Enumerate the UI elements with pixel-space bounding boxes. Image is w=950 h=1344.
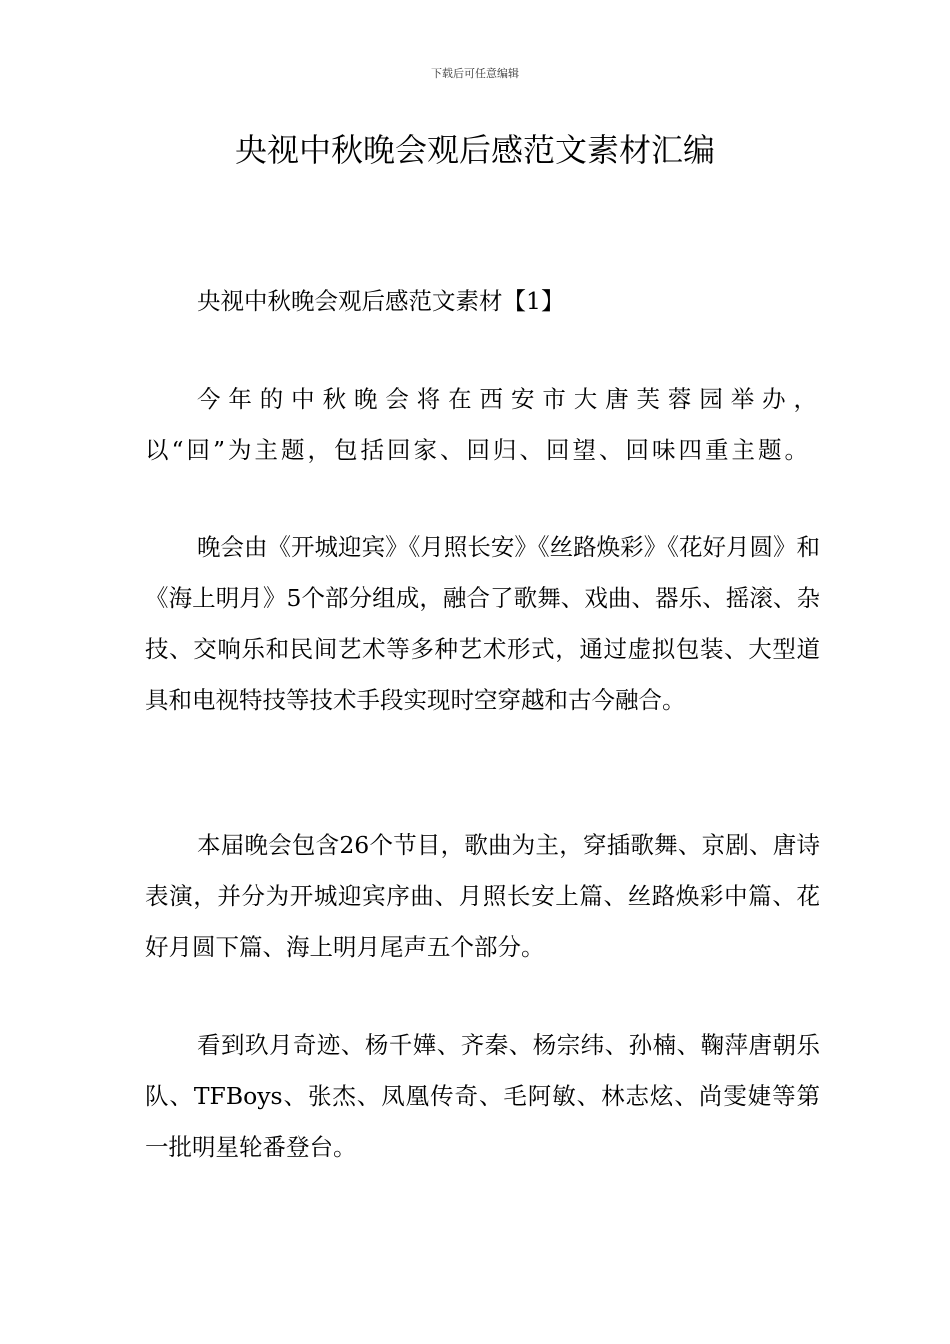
paragraph-program-count: 本届晚会包含26个节目，歌曲为主，穿插歌舞、京剧、唐诗表演，并分为开城迎宾序曲、月照长安上篇、丝路焕彩中篇、花好月圆下篇、海上明月尾声五个部分。	[145, 831, 820, 961]
paragraph-performers: 看到玖月奇迹、杨千嬅、齐秦、杨宗纬、孙楠、鞠萍唐朝乐队、TFBoys、张杰、凤凰传奇、毛阿敏、林志炫、尚雯婕等第一批明星轮番登台。	[145, 1031, 820, 1161]
header-note: 下载后可任意编辑	[431, 67, 519, 80]
document-title: 央视中秋晚会观后感范文素材汇编	[234, 131, 715, 169]
paragraph-program-parts: 晚会由《开城迎宾》《月照长安》《丝路焕彩》《花好月圆》和《海上明月》5个部分组成，融合了歌舞、戏曲、器乐、摇滚、杂技、交响乐和民间艺术等多种艺术形式，通过虚拟包装、大型道具和电视特技等技术手段实现时空穿越和古今融合。	[145, 533, 820, 714]
section-heading: 央视中秋晚会观后感范文素材【1】	[197, 287, 565, 315]
paragraph-theme: 今年的中秋晚会将在西安市大唐芙蓉园举办，以“回”为主题，包括回家、回归、回望、回味四重主题。	[145, 385, 820, 464]
